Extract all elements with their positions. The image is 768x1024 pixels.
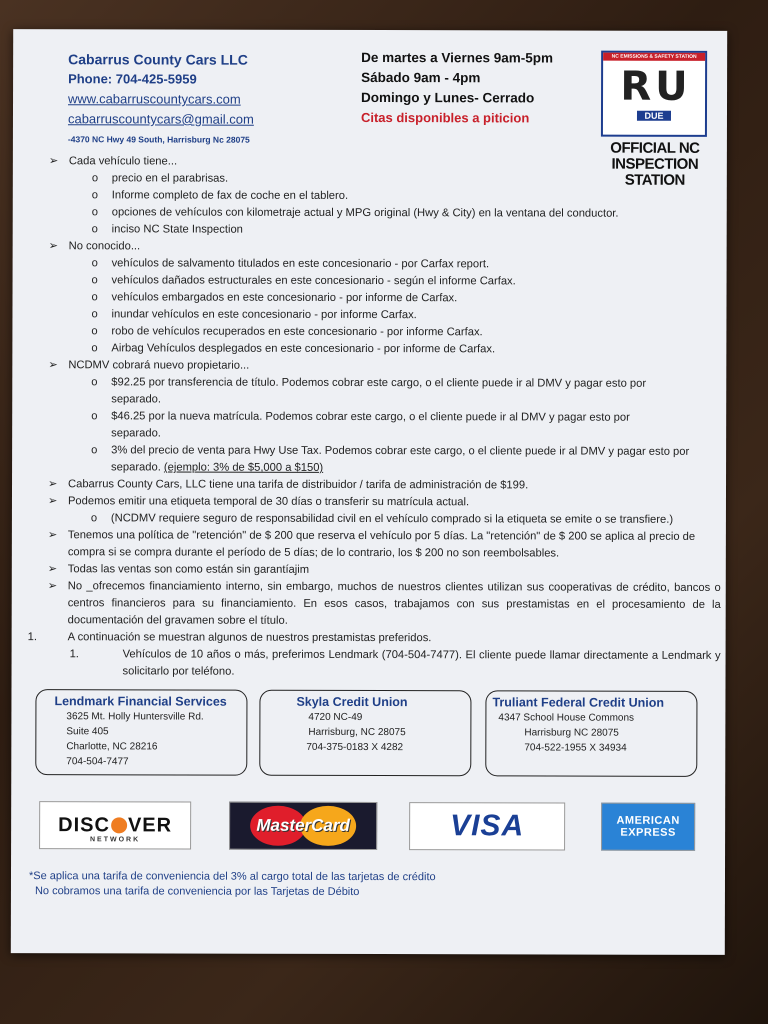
- sub-item: o 3% del precio de venta para Hwy Use Tax. Podemos cobrar este cargo, o el cliente puede ir al DMV y pagar esto por separado. (ejemplo: 3% de $5,000 a $150): [91, 444, 690, 474]
- logo-letter-r: R: [620, 63, 652, 110]
- sub-item: o vehículos embargados en este concesionario - por informe de Carfax.: [91, 291, 458, 305]
- bullet-item: ➢ Podemos emitir una etiqueta temporal de 30 días o transferir su matrícula actual.: [47, 495, 470, 509]
- bullet-item: ➢ Tenemos una política de "retención" de $ 200 que reserva el vehículo por 5 días. La "retención" de $ 200 se aplica al precio de compra si se compra durante el período de 5 días; de lo contrario, los $ 200 no son reembolsables.: [47, 529, 696, 560]
- hours-closed: Domingo y Lunes- Cerrado: [361, 89, 535, 106]
- mastercard-logo: MasterCard: [229, 802, 377, 850]
- sub-item: o Airbag Vehículos desplegados en este concesionario - por informe de Carfax.: [91, 342, 496, 356]
- lender-name: Lendmark Financial Services: [54, 694, 227, 709]
- logo-letters: [603, 65, 705, 109]
- discover-logo: DISC VER NETWORK: [39, 801, 191, 849]
- business-hours: [361, 48, 553, 129]
- sub-item: o Informe completo de fax de coche en el tablero.: [91, 189, 349, 202]
- debit-fee-note: No cobramos una tarifa de conveniencia por las Tarjetas de Débito: [34, 885, 360, 898]
- bullet-item: ➢ Todas las ventas son como están sin garantíajim: [47, 563, 310, 576]
- sub-item: o opciones de vehículos con kilometraje actual y MPG original (Hwy & City) en la ventana del conductor.: [91, 206, 619, 220]
- bullet-item: ➢ Cabarrus County Cars, LLC tiene una tarifa de distribuidor / tarifa de administración de $199.: [48, 478, 529, 492]
- lender-address: 3625 Mt. Holly Huntersville Rd.: [66, 711, 204, 723]
- company-email: cabarruscountycars@gmail.com: [67, 111, 254, 127]
- company-info: [68, 49, 254, 149]
- sub-item: o (NCDMV requiere seguro de responsabilidad civil en el vehículo comprado si la etiqueta se emite o se transfiere.): [90, 512, 674, 526]
- amex-logo: AMERICAN EXPRESS: [601, 803, 695, 851]
- company-address: -4370 NC Hwy 49 South, Harrisburg Nc 28075: [67, 134, 250, 145]
- lender-address: 4347 School House Commons: [498, 712, 635, 724]
- official-line-2: INSPECTION: [611, 155, 699, 173]
- appointments-note: Citas disponibles a piticion: [360, 109, 530, 126]
- lender-address: 4720 NC-49: [308, 711, 363, 723]
- credit-fee-note: *Se aplica una tarifa de conveniencia del 3% al cargo total de las tarjetas de crédito: [28, 870, 436, 884]
- lender-card-truliant: [485, 690, 697, 777]
- lender-city: Harrisburg, NC 28075: [308, 726, 406, 739]
- official-line-3: STATION: [624, 171, 685, 189]
- company-phone: Phone: 704-425-5959: [68, 71, 197, 87]
- hours-weekdays: De martes a Viernes 9am-5pm: [361, 49, 554, 66]
- sub-item: o vehículos de salvamento titulados en este concesionario - por Carfax report.: [91, 257, 490, 271]
- numbered-sub-item: 1. Vehículos de 10 años o más, preferimos Lendmark (704-504-7477). El cliente puede llamar directamente a Lendmark y solicitarlo por teléfono.: [69, 648, 721, 678]
- policy-list: [27, 153, 722, 682]
- hours-saturday: Sábado 9am - 4pm: [361, 69, 481, 86]
- bullet-item: ➢ Cada vehículo tiene...: [48, 155, 178, 168]
- lender-card-skyla: [259, 690, 471, 777]
- sub-item: o $46.25 por la nueva matrícula. Podemos cobrar este cargo, o el cliente puede ir al DMV y pagar esto por separado.: [91, 410, 630, 440]
- lender-card-lendmark: [35, 689, 247, 776]
- lender-name: Truliant Federal Credit Union: [492, 695, 665, 710]
- card-fee-note: [29, 869, 436, 900]
- numbered-item: 1. A continuación se muestran algunos de nuestros prestamistas preferidos.: [27, 631, 432, 645]
- official-line-1: OFFICIAL NC: [610, 139, 700, 157]
- lender-name: Skyla Credit Union: [296, 694, 408, 710]
- sub-item: o robo de vehículos recuperados en este concesionario - por informe Carfax.: [91, 325, 483, 339]
- sub-item: o vehículos dañados estructurales en este concesionario - según el informe Carfax.: [91, 274, 516, 288]
- lender-phone: 704-522-1955 X 34934: [524, 742, 627, 754]
- bullet-item: ➢ No conocido...: [48, 240, 141, 253]
- lender-suite: Suite 405: [66, 726, 109, 738]
- lender-phone: 704-375-0183 X 4282: [306, 741, 404, 754]
- inspection-logo: [601, 51, 707, 137]
- logo-top-text: NC EMISSIONS & SAFETY STATION: [603, 53, 705, 61]
- sub-item: o inundar vehículos en este concesionario - por informe Carfax.: [91, 308, 417, 322]
- logo-due: DUE: [637, 111, 671, 121]
- company-website: www.cabarruscountycars.com: [68, 91, 241, 107]
- tax-example: (ejemplo: 3% de $5,000 a $150): [163, 461, 324, 474]
- document-page: [11, 29, 727, 955]
- sub-item: o inciso NC State Inspection: [91, 223, 243, 236]
- lender-phone: 704-504-7477: [66, 756, 129, 768]
- sub-item: o precio en el parabrisas.: [91, 172, 229, 185]
- lender-city: Charlotte, NC 28216: [66, 741, 158, 753]
- bullet-item: ➢ NCDMV cobrará nuevo propietario...: [48, 359, 250, 372]
- logo-letter-u: U: [655, 63, 688, 110]
- lender-city: Harrisburg NC 28075: [524, 727, 619, 739]
- sub-item: o $92.25 por transferencia de título. Podemos cobrar este cargo, o el cliente puede ir al DMV y pagar esto por separado.: [91, 376, 647, 406]
- visa-logo: VISA: [409, 802, 565, 850]
- bullet-item: ➢ No _ofrecemos financiamiento interno, sin embargo, muchos de nuestros clientes utilizan sus cooperativas de crédito, bancos o centros financieros para su financiamiento. En esos casos, trabajamos con sus prestamistas en el procesamiento de la documentación del gravamen sobre el título.: [47, 580, 721, 627]
- company-name: Cabarrus County Cars LLC: [68, 51, 248, 68]
